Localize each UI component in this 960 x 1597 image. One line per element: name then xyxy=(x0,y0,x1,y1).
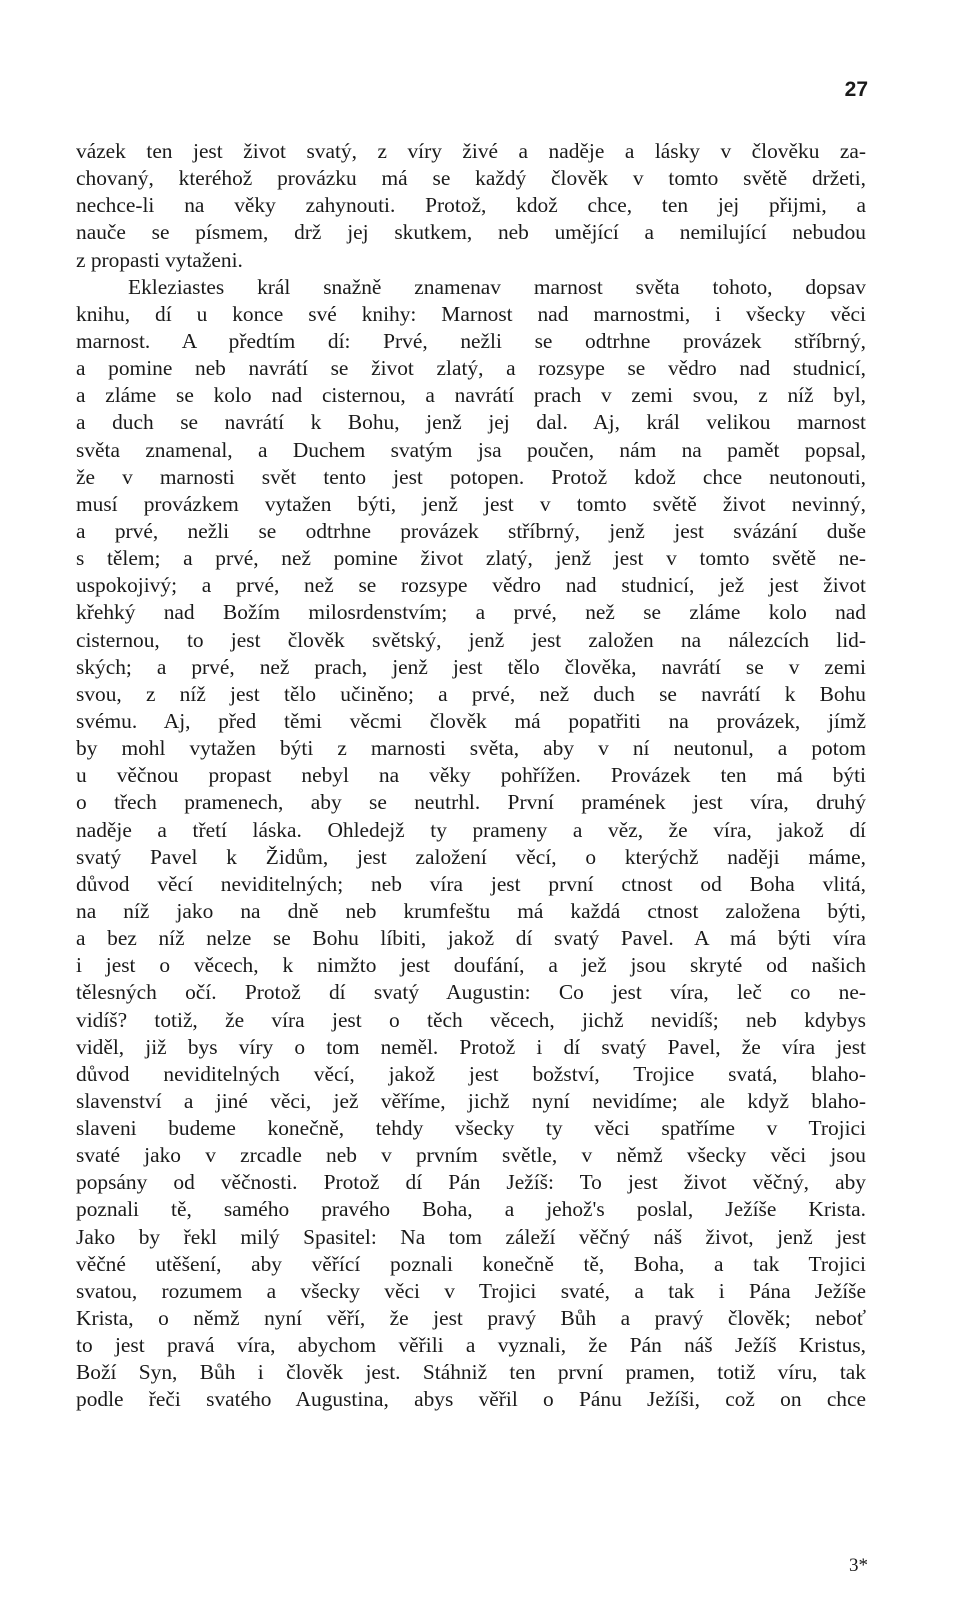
text-line: Krista, o němž nyní věří, že jest pravý Bůh a pravý člověk; neboť xyxy=(76,1306,866,1331)
text-line: svému. Aj, před těmi věcmi člověk má popatřiti na provázek, jímž xyxy=(76,708,866,733)
text-line: o třech pramenech, aby se neutrhl. První pramének jest víra, druhý xyxy=(76,790,866,815)
text-line: světa znamenal, a Duchem svatým jsa poučen, nám na pamět popsal, xyxy=(76,437,866,462)
text-line: a prvé, nežli se odtrhne provázek stříbrný, jenž jest svázání duše xyxy=(76,518,866,543)
text-line: důvod věcí neviditelných; neb víra jest první ctnost od Boha vlitá, xyxy=(76,871,866,896)
text-line: že v marnosti svět tento jest potopen. Protož kdož chce neutonouti, xyxy=(76,464,866,489)
text-line: Jako by řekl milý Spasitel: Na tom záleží věčný náš život, jenž jest xyxy=(76,1224,866,1249)
text-line: křehký nad Božím milosrdenstvím; a prvé, než se zláme kolo nad xyxy=(76,600,866,625)
text-line: slaveni budeme konečně, tehdy všecky ty věci spatříme v Trojici xyxy=(76,1116,866,1141)
text-line: poznali tě, samého pravého Boha, a jehož's poslal, Ježíše Krista. xyxy=(76,1197,866,1222)
body-text xyxy=(76,138,866,1414)
text-line: i jest o věcech, k nimžto jest doufání, a jež jsou skryté od našich xyxy=(76,953,866,978)
text-line: naděje a třetí láska. Ohledejž ty prameny a věz, že víra, jakož dí xyxy=(76,817,866,842)
text-line: nauče se písmem, drž jej skutkem, neb umějící a nemilující nebudou xyxy=(76,220,866,245)
text-line: marnost. A předtím dí: Prvé, nežli se odtrhne provázek stříbrný, xyxy=(76,328,866,353)
text-line: by mohl vytažen býti z marnosti světa, aby v ní neutonul, a potom xyxy=(76,736,866,761)
text-line: nechce-li na věky zahynouti. Protož, kdož chce, ten jej přijmi, a xyxy=(76,193,866,218)
text-line: slavenství a jiné věci, jež věříme, jichž nyní nevidíme; ale když blaho- xyxy=(76,1088,866,1113)
text-line: to jest pravá víra, abychom věřili a vyznali, že Pán náš Ježíš Kristus, xyxy=(76,1333,866,1358)
text-line: musí provázkem vytažen býti, jenž jest v tomto světě život nevinný, xyxy=(76,491,866,516)
text-line: věčné utěšení, aby věřící poznali konečně tě, Boha, a tak Trojici xyxy=(76,1251,866,1276)
text-line: podle řeči svatého Augustina, abys věřil o Pánu Ježíši, což on chce xyxy=(76,1387,866,1412)
signature-mark: 3* xyxy=(849,1555,868,1576)
page-number: 27 xyxy=(844,78,868,101)
text-line: uspokojivý; a prvé, než se rozsype vědro nad studnicí, jež jest život xyxy=(76,573,866,598)
text-line: chovaný, kteréhož provázku má se každý člověk v tomto světě držeti, xyxy=(76,166,866,191)
text-line: svaté jako v zrcadle neb v prvním světle, v němž všecky věci jsou xyxy=(76,1143,866,1168)
text-line: Boží Syn, Bůh i člověk jest. Stáhniž ten první pramen, totiž víru, tak xyxy=(76,1360,866,1385)
text-line: ských; a prvé, než prach, jenž jest tělo člověka, navrátí se v zemi xyxy=(76,654,866,679)
text-line: vidíš? totiž, že víra jest o těch věcech, jichž nevidíš; neb kdybys xyxy=(76,1007,866,1032)
text-line: svatou, rozumem a všecky věci v Trojici svaté, a tak i Pána Ježíše xyxy=(76,1278,866,1303)
text-line: u věčnou propast nebyl na věky pohřížen. Provázek ten má býti xyxy=(76,763,866,788)
text-line: a bez níž nelze se Bohu líbiti, jakož dí svatý Pavel. A má býti víra xyxy=(76,926,866,951)
text-line: popsány od věčnosti. Protož dí Pán Ježíš: To jest život věčný, aby xyxy=(76,1170,866,1195)
text-line: svou, z níž jest tělo učiněno; a prvé, než duch se navrátí k Bohu xyxy=(76,681,866,706)
text-line: tělesných očí. Protož dí svatý Augustin: Co jest víra, leč co ne- xyxy=(76,980,866,1005)
text-line: knihu, dí u konce své knihy: Marnost nad marnostmi, i všecky věci xyxy=(76,301,866,326)
text-line: a zláme se kolo nad cisternou, a navrátí prach v zemi svou, z níž byl, xyxy=(76,383,866,408)
text-line: cisternou, to jest člověk světský, jenž jest založen na nálezcích lid- xyxy=(76,627,866,652)
text-line: s tělem; a prvé, než pomine život zlatý, jenž jest v tomto světě ne- xyxy=(76,546,866,571)
text-line: a pomine neb navrátí se život zlatý, a rozsype se vědro nad studnicí, xyxy=(76,356,866,381)
text-line: vázek ten jest život svatý, z víry živé a naděje a lásky v člověku za- xyxy=(76,139,866,163)
text-line: a duch se navrátí k Bohu, jenž jej dal. Aj, král velikou marnost xyxy=(76,410,866,435)
text-line: svatý Pavel k Židům, jest založení věcí, o kterýchž naději máme, xyxy=(76,844,866,869)
text-line: Ekleziastes král snažně znamenav marnost světa tohoto, dopsav xyxy=(128,274,866,299)
text-line: viděl, již bys víry o tom neměl. Protož i dí svatý Pavel, že víra jest xyxy=(76,1034,866,1059)
text-line: na níž jako na dně neb krumfeštu má každá ctnost založena býti, xyxy=(76,898,866,923)
text-line: důvod neviditelných věcí, jakož jest božství, Trojice svatá, blaho- xyxy=(76,1061,866,1086)
text-line: z propasti vytaženi. xyxy=(76,247,243,272)
